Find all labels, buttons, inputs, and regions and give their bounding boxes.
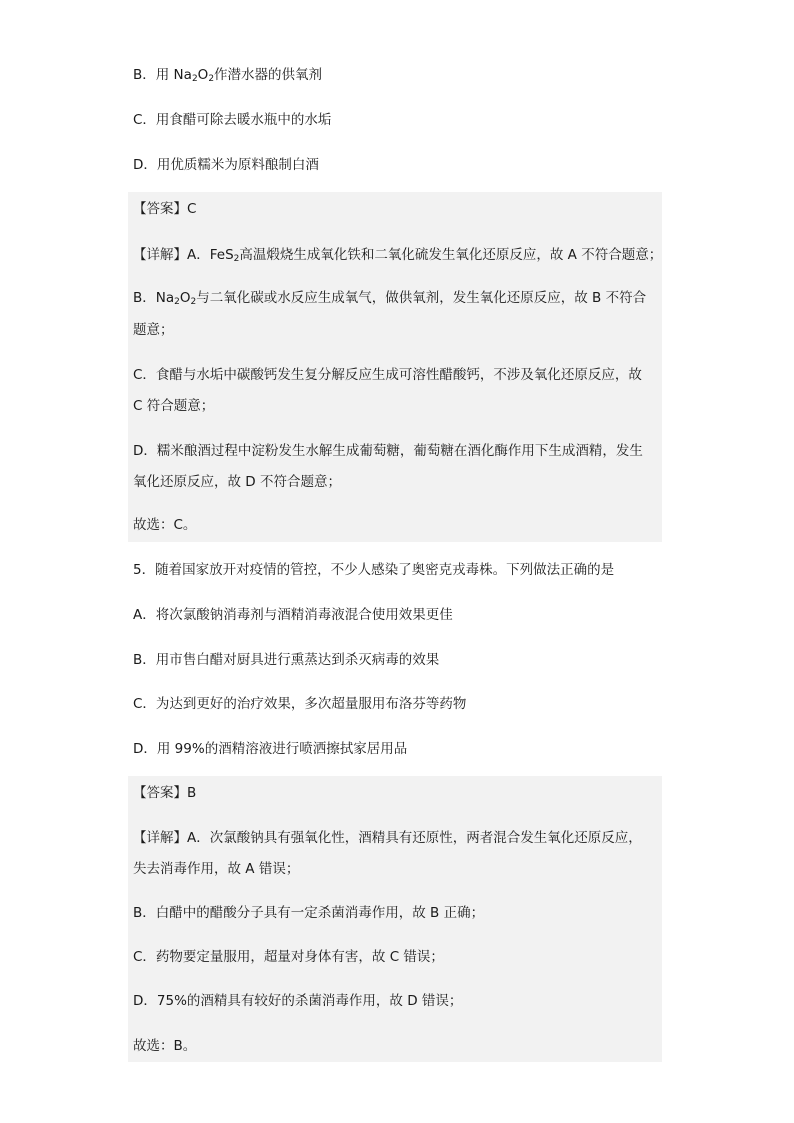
q4-choice: 故选：C。 [133, 517, 197, 533]
q5-option-a: A．将次氯酸钠消毒剂与酒精消毒液混合使用效果更佳 [133, 607, 453, 623]
q5-detail-a-1: 【详解】A．次氯酸钠具有强氧化性，酒精具有还原性，两者混合发生氧化还原反应， [133, 830, 642, 846]
q4-detail-a: 【详解】A．FeS$_2$高温煅烧生成氧化铁和二氧化硫发生氧化还原反应，故 A 不符合题意； [133, 247, 663, 264]
q5-stem: 5．随着国家放开对疫情的管控，不少人感染了奥密克戎毒株。下列做法正确的是 [133, 562, 615, 578]
q5-detail-a-2: 失去消毒作用，故 A 错误； [133, 861, 300, 877]
q4-detail-c-2: C 符合题意； [133, 398, 215, 414]
q4-detail-d-1: D．糯米酿酒过程中淀粉发生水解生成葡萄糖，葡萄糖在酒化酶作用下生成酒精，发生 [133, 443, 643, 459]
q5-detail-b: B．白醋中的醋酸分子具有一定杀菌消毒作用，故 B 正确； [133, 905, 485, 921]
q5-option-d: D．用 99%的酒精溶液进行喷洒擦拭家居用品 [133, 741, 408, 757]
q5-detail-c: C．药物要定量服用，超量对身体有害，故 C 错误； [133, 949, 444, 965]
q5-detail-d: D．75%的酒精具有较好的杀菌消毒作用，故 D 错误； [133, 993, 463, 1009]
q5-answer: 【答案】B [133, 785, 197, 801]
q4-answer: 【答案】C [133, 201, 197, 217]
q4-option-d: D．用优质糯米为原料酿制白酒 [133, 157, 319, 173]
q5-option-c: C．为达到更好的治疗效果，多次超量服用布洛芬等药物 [133, 696, 467, 712]
q4-detail-b: B．$Na_2O_2$与二氧化碳或水反应生成氧气，做供氧剂，发生氧化还原反应，故 B 不符合 [133, 290, 647, 307]
q4-detail-b-cont: 题意； [133, 322, 174, 338]
q4-option-b: B．用 $Na_2O_2$作潜水器的供氧剂 [133, 67, 323, 84]
q4-detail-c-1: C．食醋与水垢中碳酸钙发生复分解反应生成可溶性醋酸钙，不涉及氧化还原反应，故 [133, 367, 642, 383]
q5-option-b: B．用市售白醋对厨具进行熏蒸达到杀灭病毒的效果 [133, 652, 440, 668]
q5-choice: 故选：B。 [133, 1038, 197, 1054]
q4-detail-d-2: 氧化还原反应，故 D 不符合题意； [133, 474, 341, 490]
q4-option-c: C．用食醋可除去暖水瓶中的水垢 [133, 112, 332, 128]
